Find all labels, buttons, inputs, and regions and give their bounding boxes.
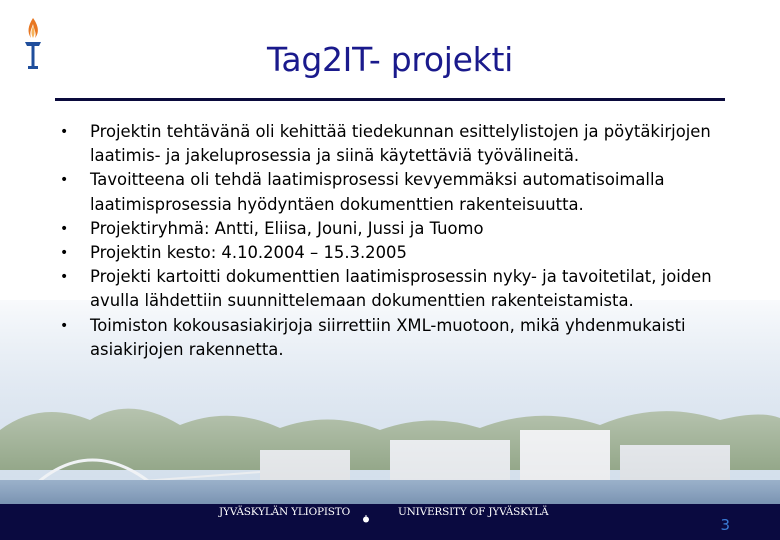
bullet-dot-icon: • (60, 220, 69, 237)
bullet-dot-icon: • (60, 269, 69, 286)
bullet-text: Projektin kesto: 4.10.2004 – 15.3.2005 (90, 243, 407, 263)
bullet-list (58, 120, 738, 362)
bullet-dot-icon: • (60, 124, 69, 140)
bullet-text: Projekti kartoitti dokumenttien laatimisprosessin nyky- ja tavoitetilat, joiden avulla lähdettiin suunnittelemaan dokumenttien rakenteistamista. (90, 267, 712, 311)
bullet-dot-icon: • (60, 317, 69, 334)
bullet-text: Toimiston kokousasiakirjoja siirrettiin XML-muotoon, mikä yhdenmukaisti asiakirjojen rakennetta. (90, 315, 686, 359)
title-divider (55, 98, 725, 101)
footer-university-name-fi: JYVÄSKYLÄN YLIOPISTO (218, 506, 350, 518)
bullet-dot-icon: • (60, 245, 69, 262)
page-number: 3 (720, 516, 730, 534)
bullet-dot-icon: • (60, 172, 69, 189)
bullet-item (58, 241, 738, 265)
bullet-text: Projektiryhmä: Antti, Eliisa, Jouni, Jussi ja Tuomo (90, 218, 484, 238)
footer-university-name-en: UNIVERSITY OF JYVÄSKYLÄ (398, 506, 549, 518)
bullet-text: Projektin tehtävänä oli kehittää tiedekunnan esittelylistojen ja pöytäkirjojen laatimis- ja jakeluprosessia ja siinä käytettäviä työvälineitä. (90, 122, 711, 166)
bullet-item (58, 217, 738, 241)
bullet-item (58, 120, 738, 168)
bullet-item (58, 314, 738, 362)
university-emblem-icon (362, 515, 370, 523)
bullet-item (58, 168, 738, 216)
bullet-item (58, 265, 738, 313)
bullet-text: Tavoitteena oli tehdä laatimisprosessi kevyemmäksi automatisoimalla laatimisprosessia hyödyntäen dokumenttien rakenteisuutta. (90, 170, 665, 214)
slide-title: Tag2IT- projekti (267, 40, 513, 79)
